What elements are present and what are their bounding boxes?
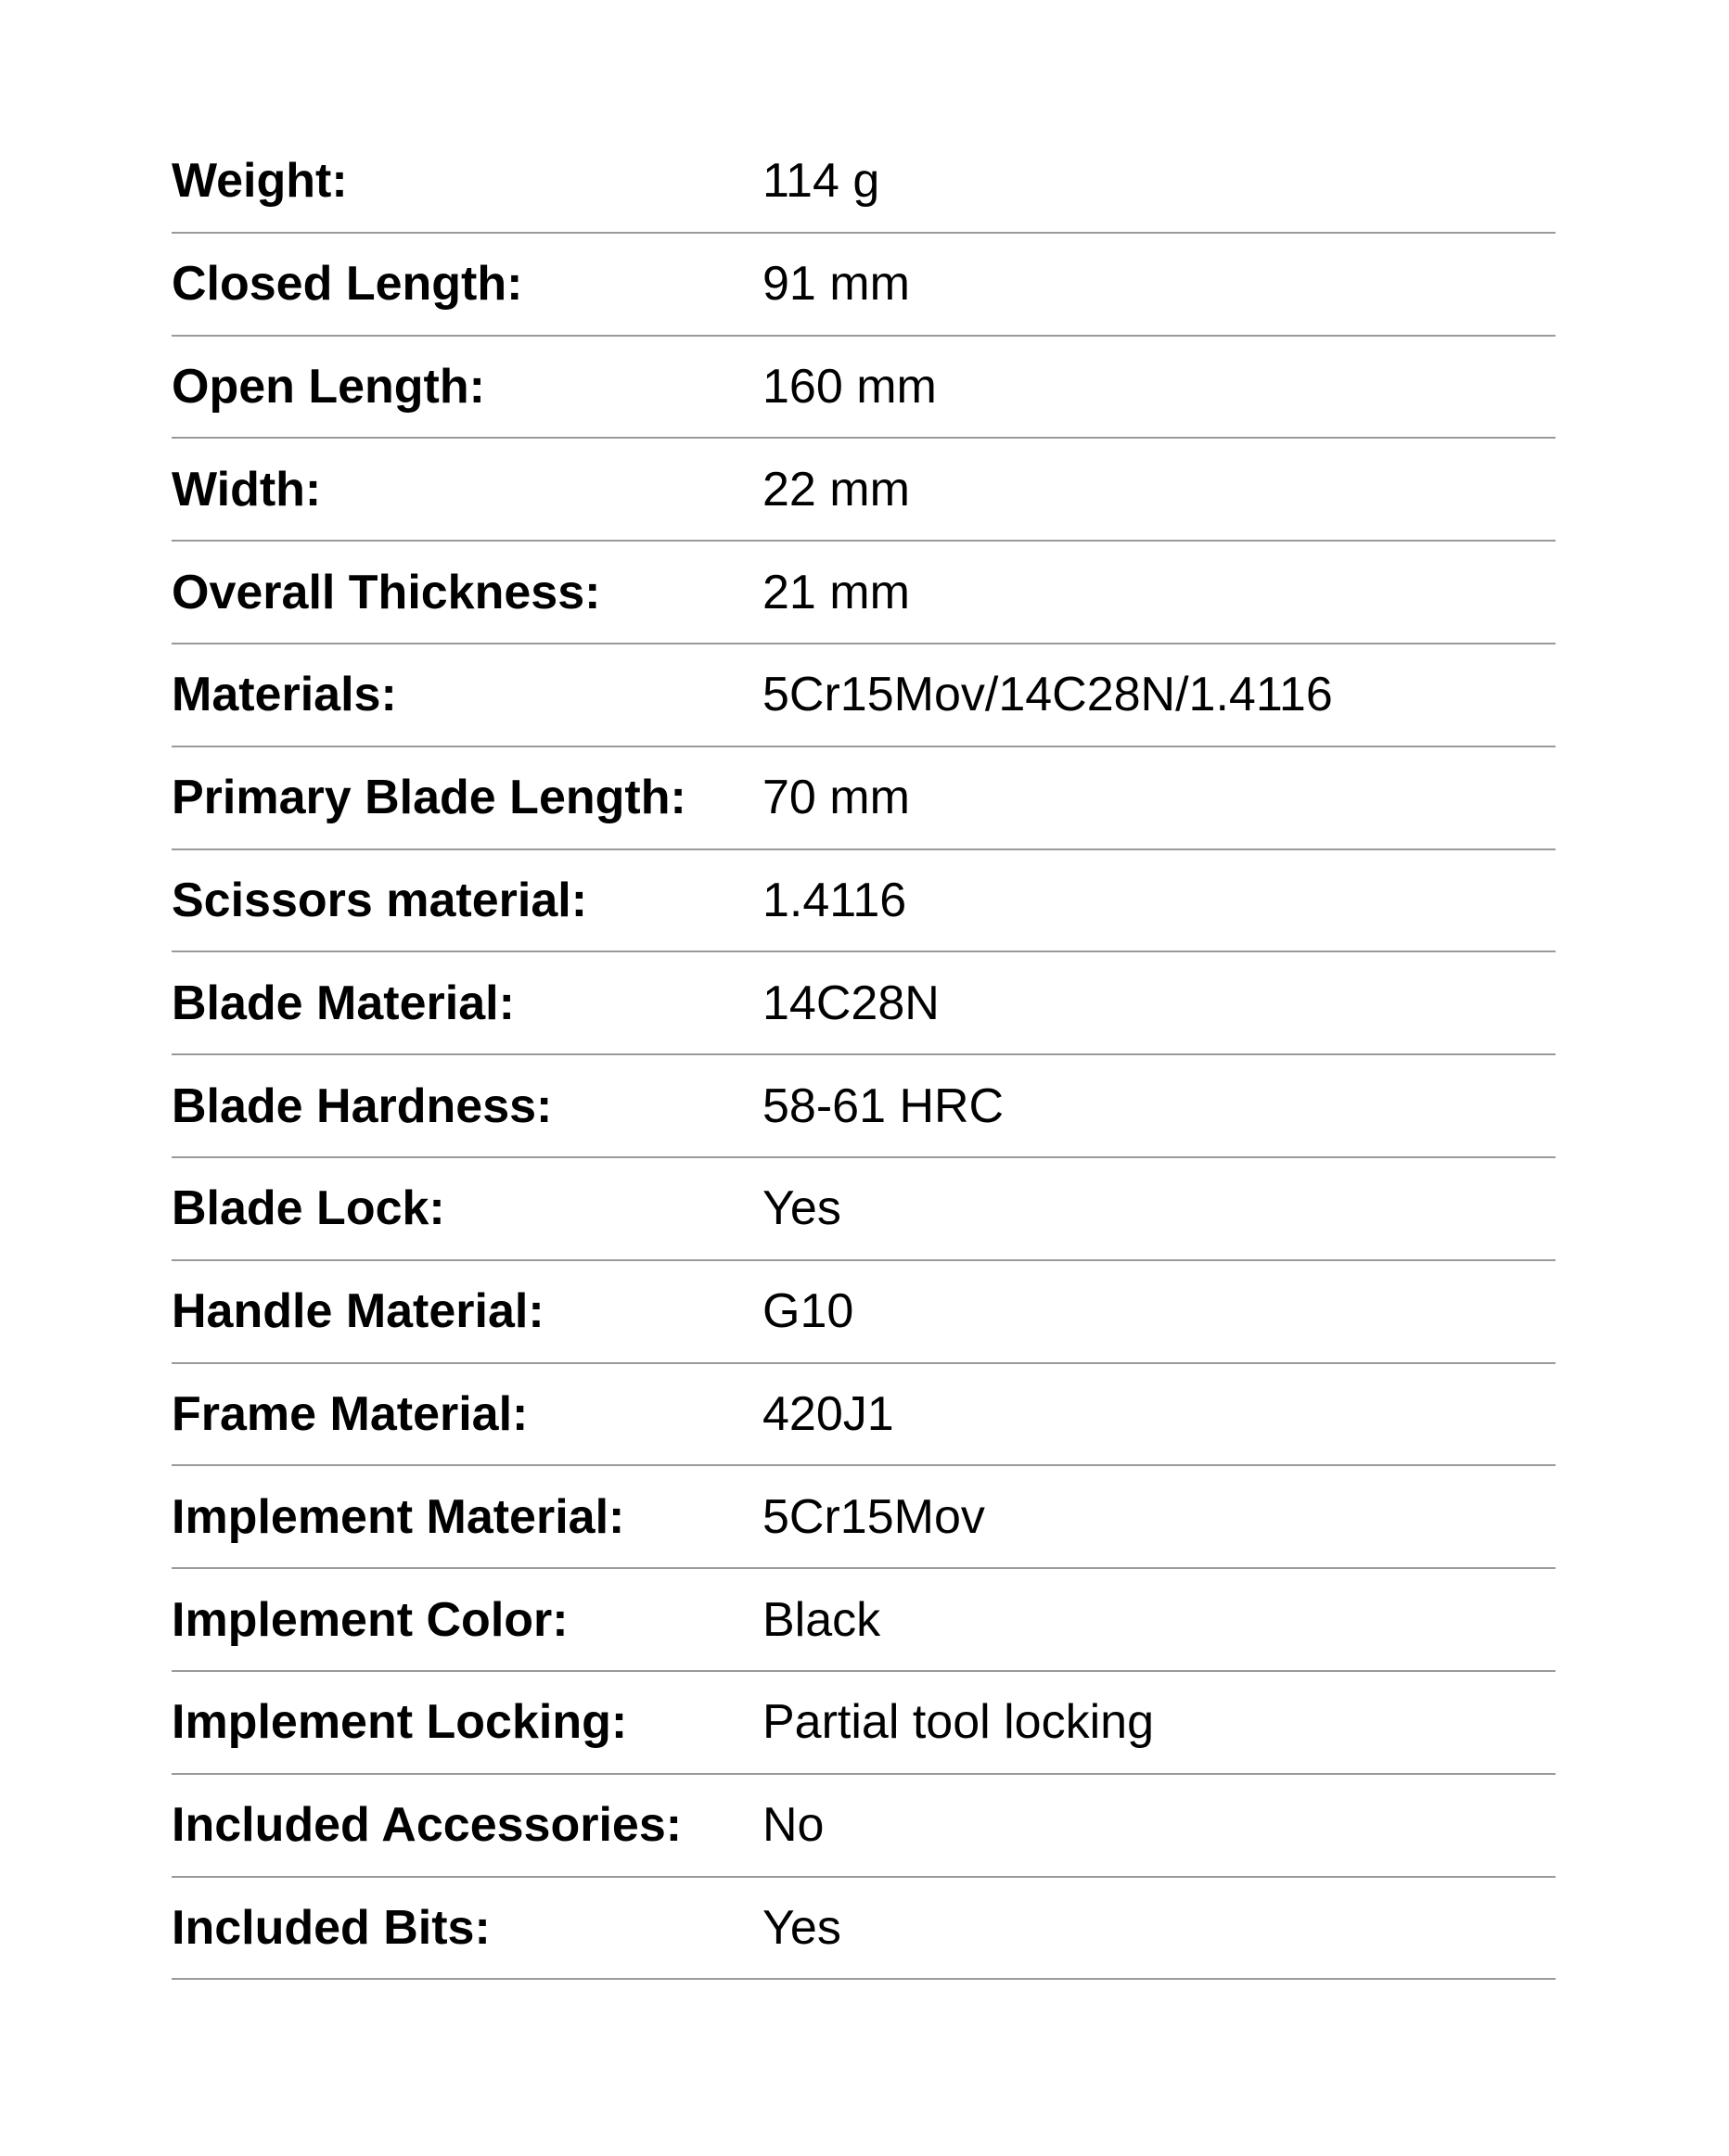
spec-label: Handle Material: <box>172 1284 544 1339</box>
spec-label: Implement Locking: <box>172 1695 628 1750</box>
spec-value: Black <box>762 1592 881 1647</box>
spec-label: Included Accessories: <box>172 1798 683 1853</box>
spec-row-included-accessories <box>172 1775 1556 1878</box>
spec-value: Partial tool locking <box>762 1695 1154 1750</box>
spec-label: Materials: <box>172 668 397 722</box>
spec-label: Primary Blade Length: <box>172 771 686 825</box>
spec-row-blade-hardness <box>172 1055 1556 1158</box>
spec-label: Overall Thickness: <box>172 565 601 619</box>
spec-value: 58-61 HRC <box>762 1078 1005 1133</box>
spec-value: No <box>762 1798 825 1853</box>
spec-row-open-length <box>172 337 1556 440</box>
spec-value: 14C28N <box>762 976 940 1030</box>
spec-value: 420J1 <box>762 1386 894 1441</box>
spec-value: 5Cr15Mov <box>762 1489 985 1544</box>
spec-value: Yes <box>762 1900 841 1955</box>
spec-row-scissors-material <box>172 850 1556 953</box>
spec-row-frame-material <box>172 1364 1556 1467</box>
spec-row-materials <box>172 644 1556 747</box>
spec-label: Frame Material: <box>172 1386 529 1441</box>
spec-row-handle-material <box>172 1261 1556 1364</box>
spec-value: 22 mm <box>762 462 910 517</box>
spec-value: 1.4116 <box>762 873 907 927</box>
spec-value: Yes <box>762 1181 841 1236</box>
spec-row-implement-locking <box>172 1672 1556 1775</box>
spec-value: 114 g <box>762 154 880 209</box>
spec-label: Closed Length: <box>172 257 523 312</box>
spec-row-implement-color <box>172 1569 1556 1672</box>
spec-value: 70 mm <box>762 771 910 825</box>
spec-label: Implement Color: <box>172 1592 569 1647</box>
spec-label: Open Length: <box>172 359 485 414</box>
spec-value: 91 mm <box>762 257 910 312</box>
spec-row-blade-lock <box>172 1158 1556 1261</box>
spec-value: 21 mm <box>762 565 910 619</box>
spec-label: Blade Material: <box>172 976 515 1030</box>
spec-row-closed-length <box>172 234 1556 337</box>
spec-label: Blade Lock: <box>172 1181 445 1236</box>
spec-label: Included Bits: <box>172 1900 491 1955</box>
spec-label: Scissors material: <box>172 873 588 927</box>
spec-label: Width: <box>172 462 322 517</box>
spec-value: G10 <box>762 1284 854 1339</box>
spec-table <box>172 131 1556 1980</box>
spec-row-included-bits <box>172 1878 1556 1981</box>
spec-row-weight <box>172 131 1556 234</box>
spec-row-overall-thickness <box>172 542 1556 644</box>
spec-label: Blade Hardness: <box>172 1078 553 1133</box>
spec-row-implement-material <box>172 1466 1556 1569</box>
spec-row-width <box>172 439 1556 542</box>
spec-label: Weight: <box>172 154 348 209</box>
spec-value: 160 mm <box>762 359 937 414</box>
spec-row-primary-blade-length <box>172 747 1556 850</box>
spec-value: 5Cr15Mov/14C28N/1.4116 <box>762 668 1333 722</box>
spec-label: Implement Material: <box>172 1489 625 1544</box>
spec-row-blade-material <box>172 952 1556 1055</box>
